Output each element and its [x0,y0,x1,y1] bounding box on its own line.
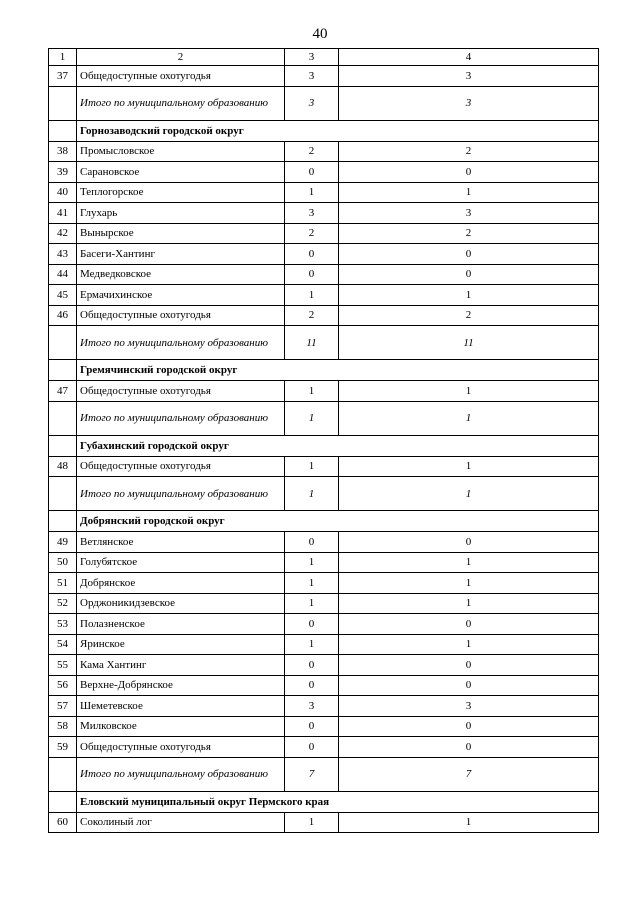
column-4-value-cell: 1 [339,634,599,655]
column-4-value-cell: 1 [339,573,599,594]
table-row [49,66,599,87]
column-4-value-cell: 3 [339,66,599,87]
table-row [49,203,599,224]
table-row [49,737,599,758]
table-row [49,532,599,553]
column-4-value-cell: 0 [339,532,599,553]
row-number-cell [49,401,77,435]
hunting-ground-name-cell: Общедоступные охотугодья [77,737,285,758]
section-row [49,360,599,381]
row-number-cell: 51 [49,573,77,594]
column-3-value-cell: 1 [285,573,339,594]
total-row [49,86,599,120]
column-3-value-cell: 0 [285,655,339,676]
table-row [49,305,599,326]
section-num-cell [49,120,77,141]
table-row [49,381,599,402]
row-number-cell: 45 [49,285,77,306]
column-4-value-cell: 0 [339,737,599,758]
column-4-value-cell: 1 [339,381,599,402]
column-3-value-cell: 1 [285,182,339,203]
hunting-ground-name-cell: Кама Хантинг [77,655,285,676]
column-3-value-cell: 3 [285,66,339,87]
table-row [49,285,599,306]
row-number-cell [49,326,77,360]
hunting-ground-name-cell: Голубятское [77,552,285,573]
header-cell-4: 4 [339,49,599,66]
section-row [49,791,599,812]
section-title: Добрянский городской округ [77,511,599,532]
row-number-cell: 58 [49,716,77,737]
table-row [49,552,599,573]
row-number-cell [49,477,77,511]
section-row [49,120,599,141]
column-4-value-cell: 1 [339,593,599,614]
table-row [49,182,599,203]
total-label-cell: Итого по муниципальному образованию [77,477,285,511]
table-row [49,223,599,244]
column-3-value-cell: 7 [285,757,339,791]
row-number-cell: 50 [49,552,77,573]
column-3-value-cell: 0 [285,162,339,183]
row-number-cell: 37 [49,66,77,87]
row-number-cell: 49 [49,532,77,553]
section-num-cell [49,360,77,381]
hunting-ground-name-cell: Милковское [77,716,285,737]
column-3-value-cell: 1 [285,634,339,655]
row-number-cell [49,757,77,791]
row-number-cell: 57 [49,696,77,717]
table-row [49,614,599,635]
table-header-row [49,49,599,66]
column-4-value-cell: 3 [339,696,599,717]
hunting-ground-name-cell: Шеметевское [77,696,285,717]
total-row [49,401,599,435]
header-cell-1: 1 [49,49,77,66]
row-number-cell: 46 [49,305,77,326]
column-4-value-cell: 0 [339,716,599,737]
row-number-cell: 59 [49,737,77,758]
hunting-ground-name-cell: Глухарь [77,203,285,224]
total-label-cell: Итого по муниципальному образованию [77,757,285,791]
table-row [49,573,599,594]
row-number-cell: 42 [49,223,77,244]
column-3-value-cell: 2 [285,223,339,244]
column-3-value-cell: 3 [285,203,339,224]
total-row [49,326,599,360]
column-4-value-cell: 7 [339,757,599,791]
hunting-ground-name-cell: Общедоступные охотугодья [77,381,285,402]
section-title: Горнозаводский городской округ [77,120,599,141]
column-4-value-cell: 2 [339,223,599,244]
hunting-ground-name-cell: Ермачихинское [77,285,285,306]
column-3-value-cell: 0 [285,614,339,635]
page-number: 40 [312,26,328,42]
column-4-value-cell: 1 [339,456,599,477]
row-number-cell: 54 [49,634,77,655]
column-4-value-cell: 0 [339,655,599,676]
hunting-ground-name-cell: Общедоступные охотугодья [77,305,285,326]
table-body [49,49,599,833]
row-number-cell: 60 [49,812,77,833]
column-3-value-cell: 0 [285,264,339,285]
hunting-ground-name-cell: Добрянское [77,573,285,594]
column-4-value-cell: 1 [339,401,599,435]
column-3-value-cell: 1 [285,285,339,306]
row-number-cell [49,86,77,120]
table-row [49,716,599,737]
total-label-cell: Итого по муниципальному образованию [77,86,285,120]
hunting-ground-name-cell: Басеги-Хантинг [77,244,285,265]
column-3-value-cell: 1 [285,456,339,477]
table-row [49,264,599,285]
table-row [49,675,599,696]
section-row [49,511,599,532]
table-row [49,141,599,162]
column-3-value-cell: 1 [285,381,339,402]
hunting-ground-name-cell: Ветлянское [77,532,285,553]
column-3-value-cell: 0 [285,675,339,696]
row-number-cell: 43 [49,244,77,265]
hunting-ground-name-cell: Сарановское [77,162,285,183]
hunting-ground-name-cell: Орджоникидзевское [77,593,285,614]
total-row [49,477,599,511]
hunting-ground-name-cell: Соколиный лог [77,812,285,833]
header-cell-3: 3 [285,49,339,66]
hunting-ground-name-cell: Яринское [77,634,285,655]
row-number-cell: 55 [49,655,77,676]
column-3-value-cell: 0 [285,737,339,758]
column-4-value-cell: 0 [339,675,599,696]
hunting-ground-name-cell: Теплогорское [77,182,285,203]
hunting-ground-name-cell: Полазненское [77,614,285,635]
total-label-cell: Итого по муниципальному образованию [77,326,285,360]
table-row [49,655,599,676]
column-3-value-cell: 2 [285,305,339,326]
column-3-value-cell: 3 [285,696,339,717]
row-number-cell: 40 [49,182,77,203]
column-3-value-cell: 2 [285,141,339,162]
row-number-cell: 48 [49,456,77,477]
row-number-cell: 52 [49,593,77,614]
column-3-value-cell: 1 [285,593,339,614]
column-3-value-cell: 0 [285,716,339,737]
column-4-value-cell: 0 [339,162,599,183]
row-number-cell: 47 [49,381,77,402]
hunting-ground-name-cell: Промысловское [77,141,285,162]
hunting-ground-name-cell: Общедоступные охотугодья [77,456,285,477]
column-3-value-cell: 1 [285,812,339,833]
column-4-value-cell: 11 [339,326,599,360]
column-4-value-cell: 0 [339,244,599,265]
column-4-value-cell: 2 [339,141,599,162]
table-row [49,696,599,717]
table-row [49,456,599,477]
column-4-value-cell: 3 [339,203,599,224]
section-num-cell [49,435,77,456]
hunting-ground-name-cell: Вынырское [77,223,285,244]
column-4-value-cell: 2 [339,305,599,326]
column-3-value-cell: 0 [285,532,339,553]
total-label-cell: Итого по муниципальному образованию [77,401,285,435]
total-row [49,757,599,791]
hunting-ground-name-cell: Верхне-Добрянское [77,675,285,696]
column-4-value-cell: 1 [339,812,599,833]
section-num-cell [49,791,77,812]
column-3-value-cell: 0 [285,244,339,265]
table-row [49,634,599,655]
column-3-value-cell: 11 [285,326,339,360]
table-row [49,162,599,183]
column-4-value-cell: 1 [339,477,599,511]
column-4-value-cell: 3 [339,86,599,120]
hunting-ground-name-cell: Общедоступные охотугодья [77,66,285,87]
section-row [49,435,599,456]
column-4-value-cell: 1 [339,182,599,203]
row-number-cell: 39 [49,162,77,183]
section-title: Гремячинский городской округ [77,360,599,381]
column-4-value-cell: 1 [339,552,599,573]
row-number-cell: 53 [49,614,77,635]
column-4-value-cell: 0 [339,614,599,635]
table-row [49,812,599,833]
table-row [49,244,599,265]
column-3-value-cell: 1 [285,477,339,511]
header-cell-2: 2 [77,49,285,66]
row-number-cell: 56 [49,675,77,696]
section-title: Еловский муниципальный округ Пермского края [77,791,599,812]
column-3-value-cell: 1 [285,552,339,573]
table-row [49,593,599,614]
hunting-ground-name-cell: Медведковское [77,264,285,285]
column-3-value-cell: 3 [285,86,339,120]
column-4-value-cell: 1 [339,285,599,306]
row-number-cell: 41 [49,203,77,224]
row-number-cell: 38 [49,141,77,162]
column-3-value-cell: 1 [285,401,339,435]
section-num-cell [49,511,77,532]
column-4-value-cell: 0 [339,264,599,285]
row-number-cell: 44 [49,264,77,285]
hunting-grounds-table [48,48,599,833]
section-title: Губахинский городской округ [77,435,599,456]
